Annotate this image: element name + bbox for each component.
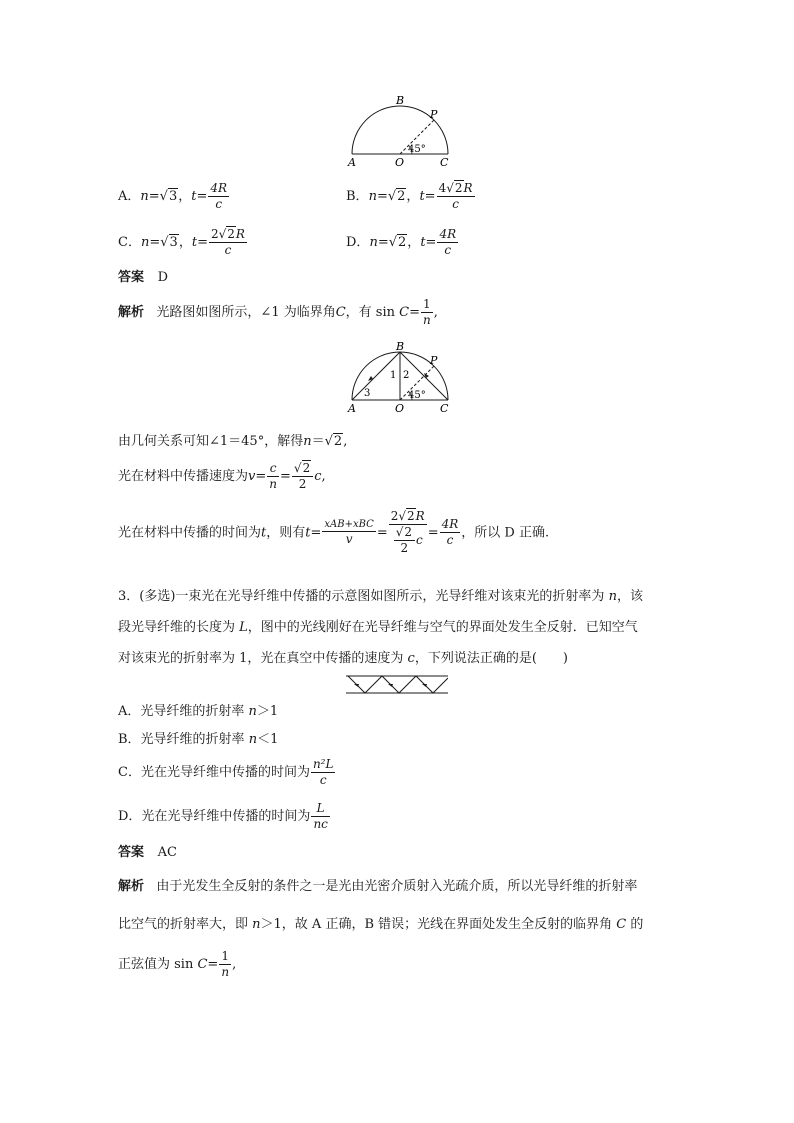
- option-d: D．n=√2，t= $\frac{4R}{c}$: [346, 227, 457, 258]
- semicircle-figure-2: [340, 340, 460, 416]
- q3-answer: 答案 AC: [118, 845, 177, 860]
- q3-option-b: B．光导纤维的折射率 n＜1: [118, 732, 279, 747]
- label-O: O: [395, 156, 405, 169]
- q2-analysis-line1: 解析 光路图如图所示，∠1 为临界角C，有 sin C= $\frac{1}{n}$ ,: [118, 297, 438, 328]
- q2-analysis-line3: 光在材料中传播速度为v= $\frac{c}{n}$ = $\frac{√2}{2}$ c,: [118, 461, 326, 492]
- label-angle-3: 3: [364, 388, 371, 399]
- label-C: C: [440, 156, 449, 169]
- q2-answer: 答案 D: [118, 270, 169, 285]
- fiber-diagram: [346, 674, 448, 696]
- zigzag-ray: [348, 676, 448, 693]
- option-b: B．n=√2，t= $\frac{4√2R}{c}$: [346, 181, 473, 212]
- label-P: P: [430, 108, 438, 121]
- label-B: B: [396, 94, 405, 107]
- q3-stem-line1: 3．(多选)一束光在光导纤维中传播的示意图如图所示，光导纤维对该束光的折射率为 n，该: [118, 589, 643, 604]
- label-angle: 45°: [408, 144, 426, 155]
- label-B-2: B: [396, 340, 405, 353]
- label-A: A: [348, 156, 356, 169]
- q3-option-a: A．光导纤维的折射率 n＞1: [118, 704, 279, 719]
- label-C-2: C: [440, 402, 449, 415]
- q3-analysis-line2: 比空气的折射率大，即 n＞1，故 A 正确，B 错误；光线在界面处发生全反射的临界角 C 的: [118, 917, 644, 932]
- semicircle-figure-1: [340, 94, 460, 170]
- q3-option-d: D．光在光导纤维中传播的时间为 $\frac{L}{nc}$: [118, 801, 328, 832]
- label-angle-2: 45°: [408, 390, 426, 401]
- label-O-2: O: [395, 402, 405, 415]
- label-A-2: A: [348, 402, 356, 415]
- option-c: C．n=√3，t= $\frac{2√2R}{c}$: [118, 227, 245, 258]
- label-angle-1: 1: [390, 370, 397, 381]
- q3-stem-line2: 段光导纤维的长度为 L，图中的光线刚好在光导纤维与空气的界面处发生全反射．已知空气: [118, 620, 638, 635]
- q3-analysis-line1: 解析 由于光发生全反射的条件之一是光由光密介质射入光疏介质，所以光导纤维的折射率: [118, 879, 638, 894]
- label-angle-2-mark: 2: [403, 370, 410, 381]
- label-P-2: P: [430, 354, 438, 367]
- option-a: A．n=√3，t= $\frac{4R}{c}$: [118, 181, 228, 212]
- q3-analysis-line3: 正弦值为 sin C= $\frac{1}{n}$ ,: [118, 949, 237, 980]
- q2-analysis-line4: 光在材料中传播的时间为t，则有t= $\frac{\text{xAB+xBC}}{v}$ = 2√2R $\frac{√2}{2}$ c = $\frac{4R}{c}$ ，所以 D 正确.: [118, 509, 550, 556]
- q3-stem-line3: 对该束光的折射率为 1，光在真空中传播的速度为 c，下列说法正确的是( ): [118, 651, 568, 666]
- q2-analysis-line2: 由几何关系可知∠1＝45°，解得n＝√2,: [118, 434, 348, 449]
- q3-option-c: C．光在光导纤维中传播的时间为 $\frac{\text{n²L}}{c}$: [118, 757, 334, 788]
